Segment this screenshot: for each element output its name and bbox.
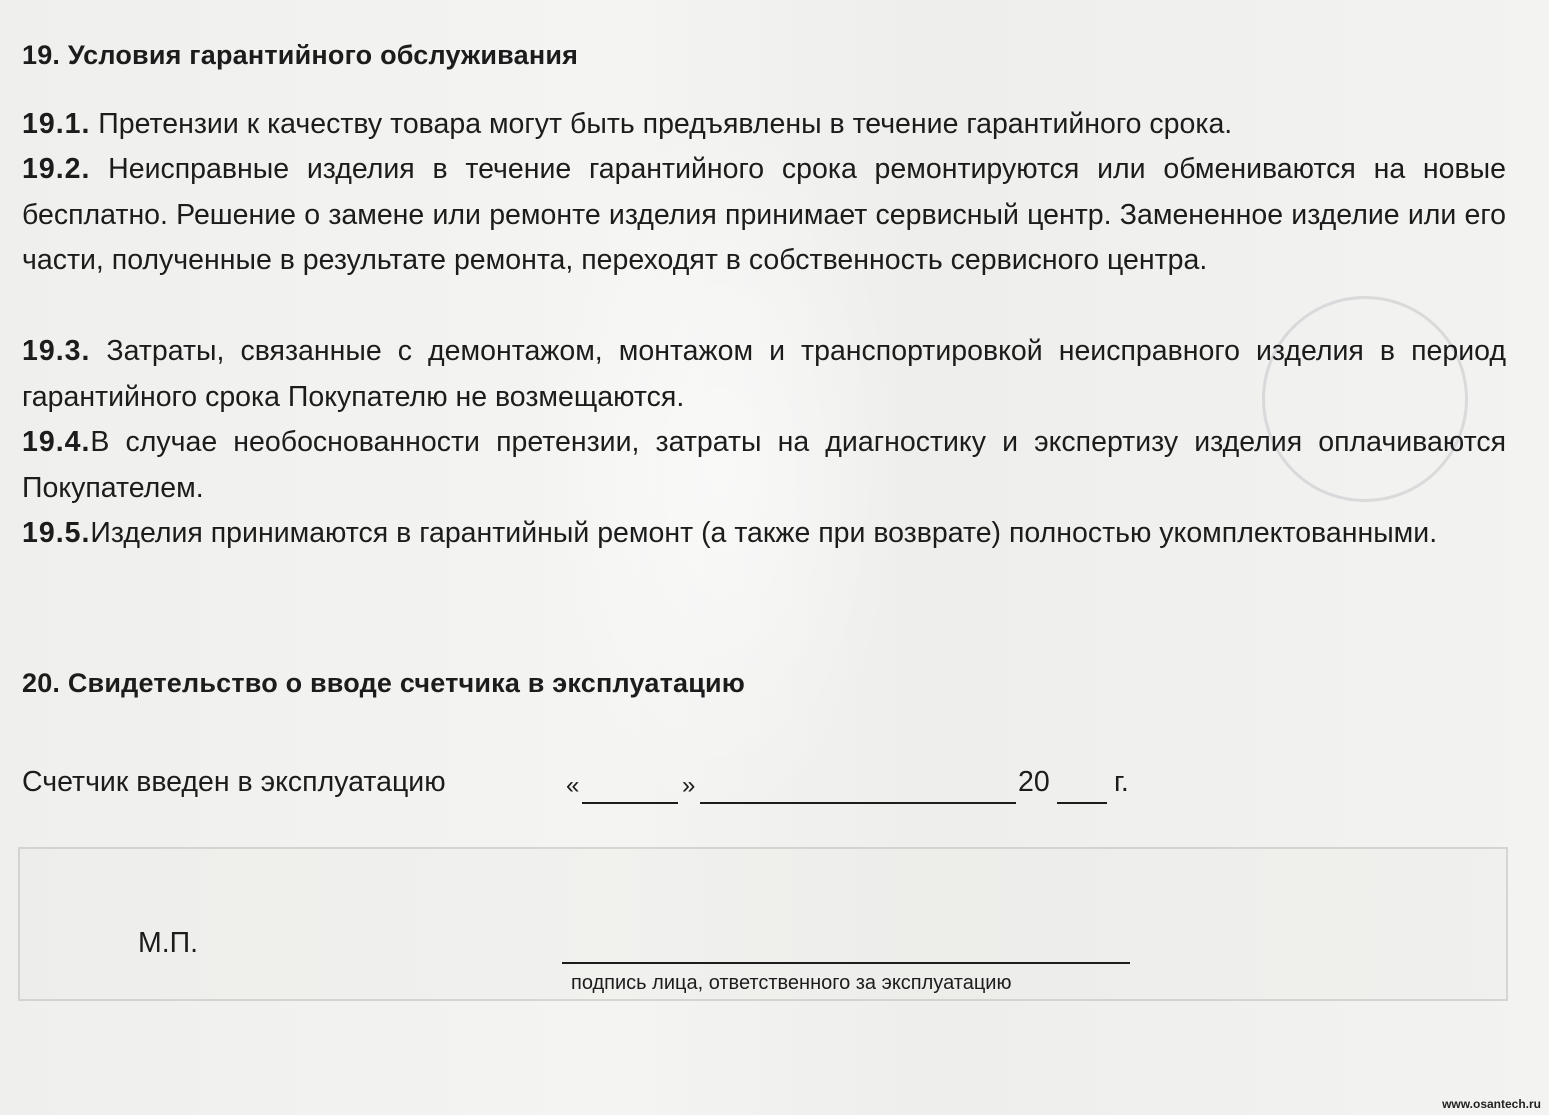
clause-number: 19.4. — [22, 426, 91, 458]
signature-caption: подпись лица, ответственного за эксплуатацию — [571, 972, 1012, 994]
year-suffix: г. — [1114, 766, 1129, 798]
clause-19-1 — [22, 102, 1506, 148]
clause-number: 19.1. — [22, 108, 91, 140]
clause-text: Изделия принимаются в гарантийный ремонт (а также при возврате) полностью укомплектованными. — [90, 517, 1438, 549]
clause-19-4 — [22, 420, 1506, 511]
quote-close: » — [682, 772, 696, 799]
clause-19-2 — [22, 147, 1506, 284]
commissioned-label: Счетчик введен в эксплуатацию — [22, 766, 446, 798]
clause-text: В случае необоснованности претензии, затраты на диагностику и экспертизу изделия оплачиваются Покупателем. — [22, 426, 1506, 504]
clause-number: 19.5. — [22, 517, 91, 549]
clause-number: 19.2. — [22, 153, 91, 185]
clause-number: 19.3. — [22, 335, 91, 367]
section-19-title: 19. Условия гарантийного обслуживания — [22, 40, 579, 70]
year-field[interactable] — [1057, 802, 1107, 804]
quote-open: « — [566, 772, 580, 799]
clause-text: Затраты, связанные с демонтажом, монтажом и транспортировкой неисправного изделия в период гарантийного срока Покупателю не возмещаются. — [22, 335, 1506, 413]
day-field[interactable] — [582, 802, 678, 804]
section-20-title: 20. Свидетельство о вводе счетчика в эксплуатацию — [22, 668, 746, 698]
clause-19-3 — [22, 329, 1506, 420]
clause-text: Претензии к качеству товара могут быть предъявлены в течение гарантийного срока. — [90, 108, 1233, 140]
clause-19-5 — [22, 511, 1506, 557]
clause-text: Неисправные изделия в течение гарантийного срока ремонтируются или обмениваются на новые бесплатно. Решение о замене или ремонте изделия принимает сервисный центр. Замененное изделие или его части, полученные в результате ремонта, переходят в собственность сервисного центра. — [22, 153, 1506, 276]
signature-field[interactable] — [562, 962, 1130, 964]
year-prefix: 20 — [1018, 766, 1050, 798]
watermark: www.osantech.ru — [1442, 1097, 1541, 1111]
month-field[interactable] — [700, 802, 1016, 804]
stamp-label: М.П. — [138, 927, 199, 959]
